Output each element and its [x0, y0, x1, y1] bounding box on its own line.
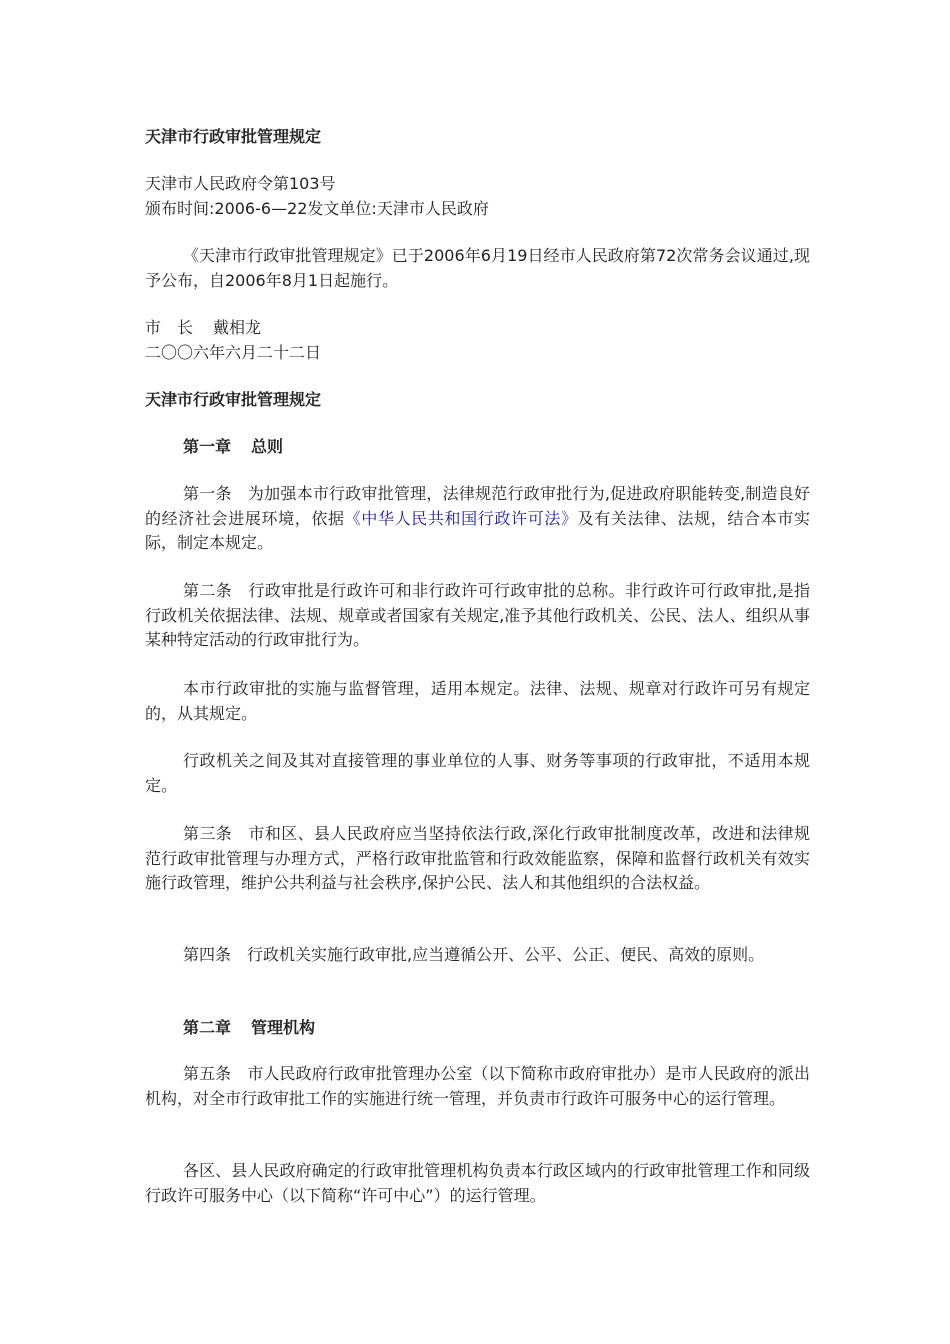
regulation-title: 天津市行政审批管理规定: [145, 390, 322, 409]
signature-line: [145, 318, 261, 338]
article-3-paragraph: 第三条 市和区、县人民政府应当坚持依法行政,深化行政审批制度改革，改进和法律规范行政审批管理与办理方式，严格行政审批监管和行政效能监察，保障和监督行政机关有效实施行政管理，维护公共利益与社会秩序,保护公民、法人和其他组织的合法权益。: [145, 824, 810, 892]
mayor-title: 市 长: [145, 318, 194, 337]
article-number: 第二条: [183, 581, 233, 600]
chapter-2-heading: [183, 1018, 315, 1038]
issue-info: 颁布时间:2006-6—22发文单位:天津市人民政府: [145, 199, 489, 218]
document-title: 天津市行政审批管理规定: [145, 127, 322, 146]
mayor-name: 戴相龙: [213, 318, 262, 337]
article-2-paragraph-3: 行政机关之间及其对直接管理的事业单位的人事、财务等事项的行政审批，不适用本规定。: [145, 751, 810, 795]
chapter-number: 第二章: [183, 1018, 232, 1037]
law-link[interactable]: 《中华人民共和国行政许可法》: [344, 508, 578, 528]
chapter-1-heading: [183, 437, 283, 457]
article-number: 第一条: [183, 484, 232, 503]
article-2-paragraph: 第二条 行政审批是行政许可和非行政许可行政审批的总称。非行政许可行政审批,是指行政机关依据法律、法规、规章或者国家有关规定,准予其他行政机关、公民、法人、组织从事某种特定活动的行政审批行为。: [145, 581, 810, 649]
article-1-paragraph: 第一条 为加强本市行政审批管理，法律规范行政审批行为,促进政府职能转变,制造良好的经济社会进展环境，依据《中华人民共和国行政许可法》及有关法律、法规，结合本市实际，制定本规定。: [145, 484, 810, 552]
sign-date: 二〇〇六年六月二十二日: [145, 343, 322, 362]
chapter-name: 管理机构: [251, 1018, 316, 1037]
article-number: 第五条: [183, 1064, 232, 1083]
preamble-paragraph: 《天津市行政审批管理规定》已于2006年6月19日经市人民政府第72次常务会议通过,现予公布，自2006年8月1日起施行。: [145, 246, 810, 290]
article-5-paragraph-2: 各区、县人民政府确定的行政审批管理机构负责本行政区域内的行政审批管理工作和同级行政许可服务中心（以下简称“许可中心”）的运行管理。: [145, 1161, 810, 1205]
decree-number: 天津市人民政府令第103号: [145, 174, 336, 193]
article-5-paragraph: 第五条 市人民政府行政审批管理办公室（以下简称市政府审批办）是市人民政府的派出机构，对全市行政审批工作的实施进行统一管理，并负责市行政许可服务中心的运行管理。: [145, 1064, 810, 1108]
chapter-name: 总则: [251, 437, 284, 456]
article-2-paragraph-2: 本市行政审批的实施与监督管理，适用本规定。法律、法规、规章对行政许可另有规定的，从其规定。: [145, 679, 810, 723]
article-4-paragraph: 第四条 行政机关实施行政审批,应当遵循公开、公平、公正、便民、高效的原则。: [183, 945, 765, 964]
chapter-number: 第一章: [183, 437, 232, 456]
article-number: 第三条: [183, 824, 233, 843]
article-number: 第四条: [183, 945, 232, 964]
